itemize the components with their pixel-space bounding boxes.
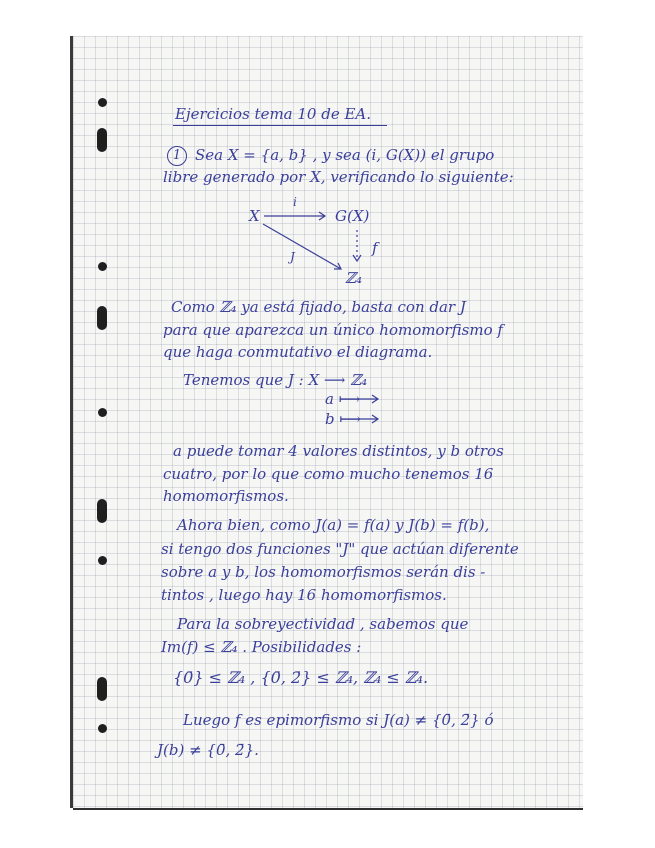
- diagram-label-j: J: [290, 250, 295, 264]
- arrow-j: [263, 224, 341, 269]
- paragraph3-line1: Ahora bien, como J(a) = f(a) y J(b) = f(b),: [177, 516, 490, 534]
- mapping-line1: Tenemos que J : X ⟶ ℤ₄: [183, 371, 368, 389]
- conclusion-line2: J(b) ≠ {0̄, 2̄}.: [157, 741, 259, 759]
- diagram-label-f: f: [372, 239, 378, 257]
- notebook-page: [73, 36, 583, 808]
- subgroups-line: {0̄} ≤ ℤ₄ , {0̄, 2̄} ≤ ℤ₄, ℤ₄ ≤ ℤ₄.: [173, 668, 429, 687]
- diagram-node-g: G(X): [335, 207, 370, 225]
- paragraph4-line2: Im(f) ≤ ℤ₄ . Posibilidades :: [161, 638, 362, 656]
- paragraph1-line2: para que aparezca un único homomorfismo f: [163, 321, 503, 339]
- exercise-intro-line1: Sea X = {a, b} , y sea (i, G(X)) el grupo: [195, 146, 495, 164]
- exercise-number: 1: [167, 146, 187, 166]
- page-title: Ejercicios tema 10 de EA.: [175, 105, 372, 123]
- conclusion-line1: Luego f es epimorfismo si J(a) ≠ {0̄, 2̄} ó: [183, 711, 494, 729]
- paragraph3-line3: sobre a y b, los homomorfismos serán dis -: [161, 563, 486, 581]
- paragraph3-line2: si tengo dos funciones "J" que actúan diferente: [161, 540, 519, 558]
- diagram-node-x: X: [249, 207, 260, 225]
- paragraph2-line2: cuatro, por lo que como mucho tenemos 16: [163, 465, 494, 483]
- paragraph1-line1: Como ℤ₄ ya está fijado, basta con dar J: [171, 298, 466, 316]
- mapping-line2: a ⟼: [325, 390, 361, 408]
- diagram-label-i: i: [293, 195, 297, 209]
- paragraph4-line1: Para la sobreyectividad , sabemos que: [177, 615, 469, 633]
- paragraph2-line1: a puede tomar 4 valores distintos, y b otros: [173, 442, 504, 460]
- mapping-line3: b ⟼: [325, 410, 361, 428]
- paragraph1-line3: que haga conmutativo el diagrama.: [163, 343, 433, 361]
- exercise-intro-line2: libre generado por X, verificando lo siguiente:: [163, 168, 514, 186]
- paragraph2-line3: homomorfismos.: [163, 487, 289, 505]
- paragraph3-line4: tintos , luego hay 16 homomorfismos.: [161, 586, 447, 604]
- diagram-node-z: ℤ₄: [345, 269, 362, 287]
